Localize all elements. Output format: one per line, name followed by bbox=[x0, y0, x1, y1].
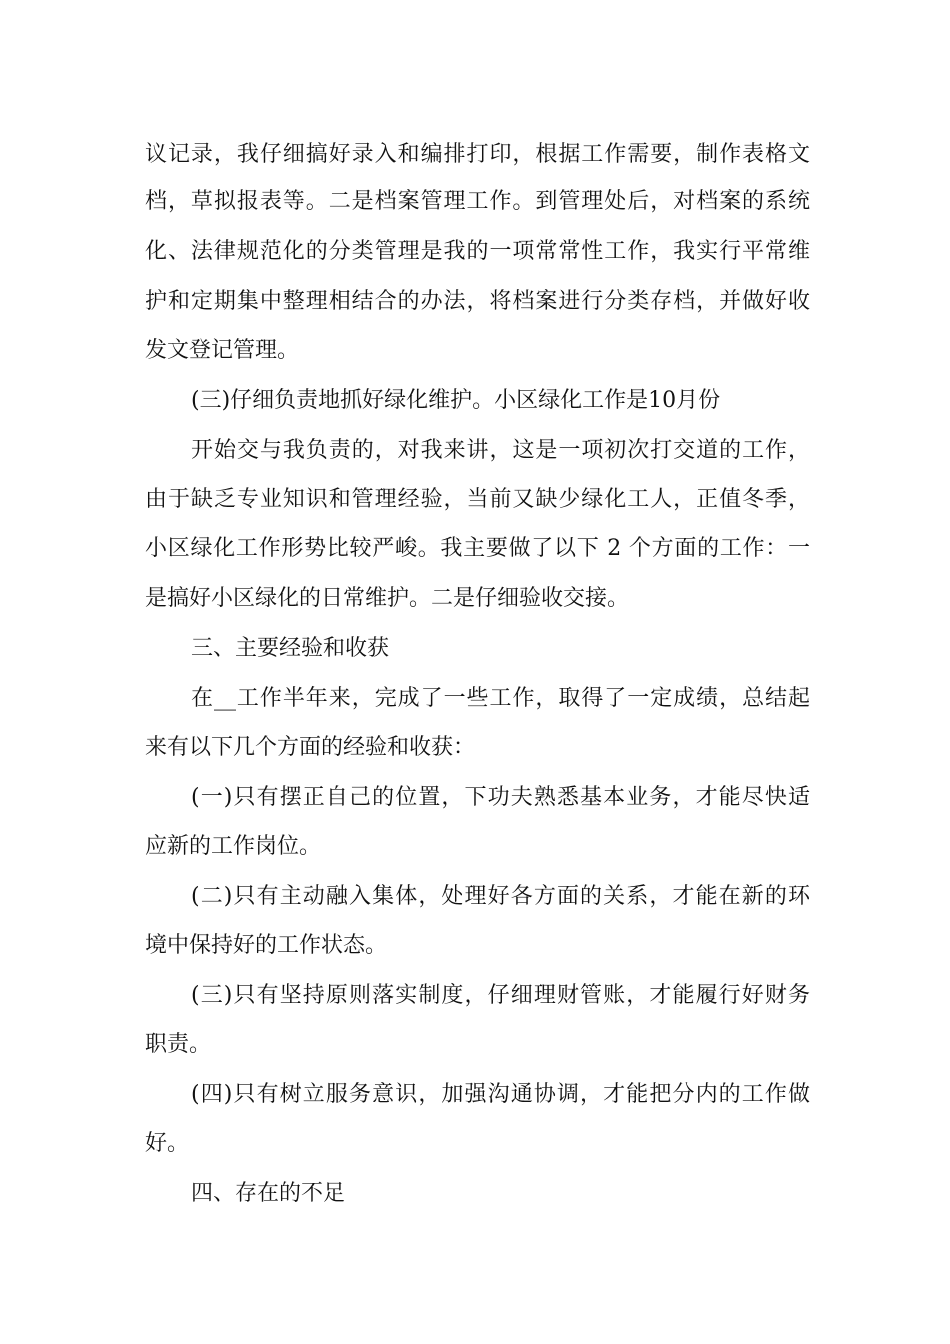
text-line: 档，草拟报表等。二是档案管理工作。到管理处后，对档案的系统 bbox=[145, 189, 810, 214]
text-line: 境中保持好的工作状态。 bbox=[145, 933, 388, 958]
text-line: 是搞好小区绿化的日常维护。二是仔细验收交接。 bbox=[145, 586, 630, 611]
text-line: 好。 bbox=[145, 1131, 190, 1156]
text-line: 议记录，我仔细搞好录入和编排打印，根据工作需要，制作表格文 bbox=[145, 142, 810, 167]
text-line: (四)只有树立服务意识，加强沟通协调，才能把分内的工作做 bbox=[191, 1082, 810, 1107]
text-line: 护和定期集中整理相结合的办法，将档案进行分类存档，并做好收 bbox=[145, 289, 810, 314]
text-line: 来有以下几个方面的经验和收获： bbox=[145, 735, 476, 760]
section-heading: 三、主要经验和收获 bbox=[191, 636, 390, 661]
section-heading: 四、存在的不足 bbox=[191, 1181, 346, 1206]
text-line: 在__工作半年来，完成了一些工作，取得了一定成绩，总结起 bbox=[191, 686, 810, 711]
text-line: 开始交与我负责的，对我来讲，这是一项初次打交道的工作， bbox=[191, 438, 810, 463]
text-line: (一)只有摆正自己的位置，下功夫熟悉基本业务，才能尽快适 bbox=[191, 785, 810, 810]
text-line: (二)只有主动融入集体，处理好各方面的关系，才能在新的环 bbox=[191, 884, 810, 909]
text-line: 职责。 bbox=[145, 1032, 212, 1057]
text-line: 发文登记管理。 bbox=[145, 338, 300, 363]
text-line: 由于缺乏专业知识和管理经验，当前又缺少绿化工人，正值冬季， bbox=[145, 487, 810, 512]
text-line: 应新的工作岗位。 bbox=[145, 834, 322, 859]
text-line: (三)仔细负责地抓好绿化维护。小区绿化工作是10月份 bbox=[191, 388, 721, 413]
text-line: 化、法律规范化的分类管理是我的一项常常性工作，我实行平常维 bbox=[145, 239, 810, 264]
text-line: (三)只有坚持原则落实制度，仔细理财管账，才能履行好财务 bbox=[191, 983, 810, 1008]
text-line: 小区绿化工作形势比较严峻。我主要做了以下 2 个方面的工作：一 bbox=[145, 536, 810, 561]
